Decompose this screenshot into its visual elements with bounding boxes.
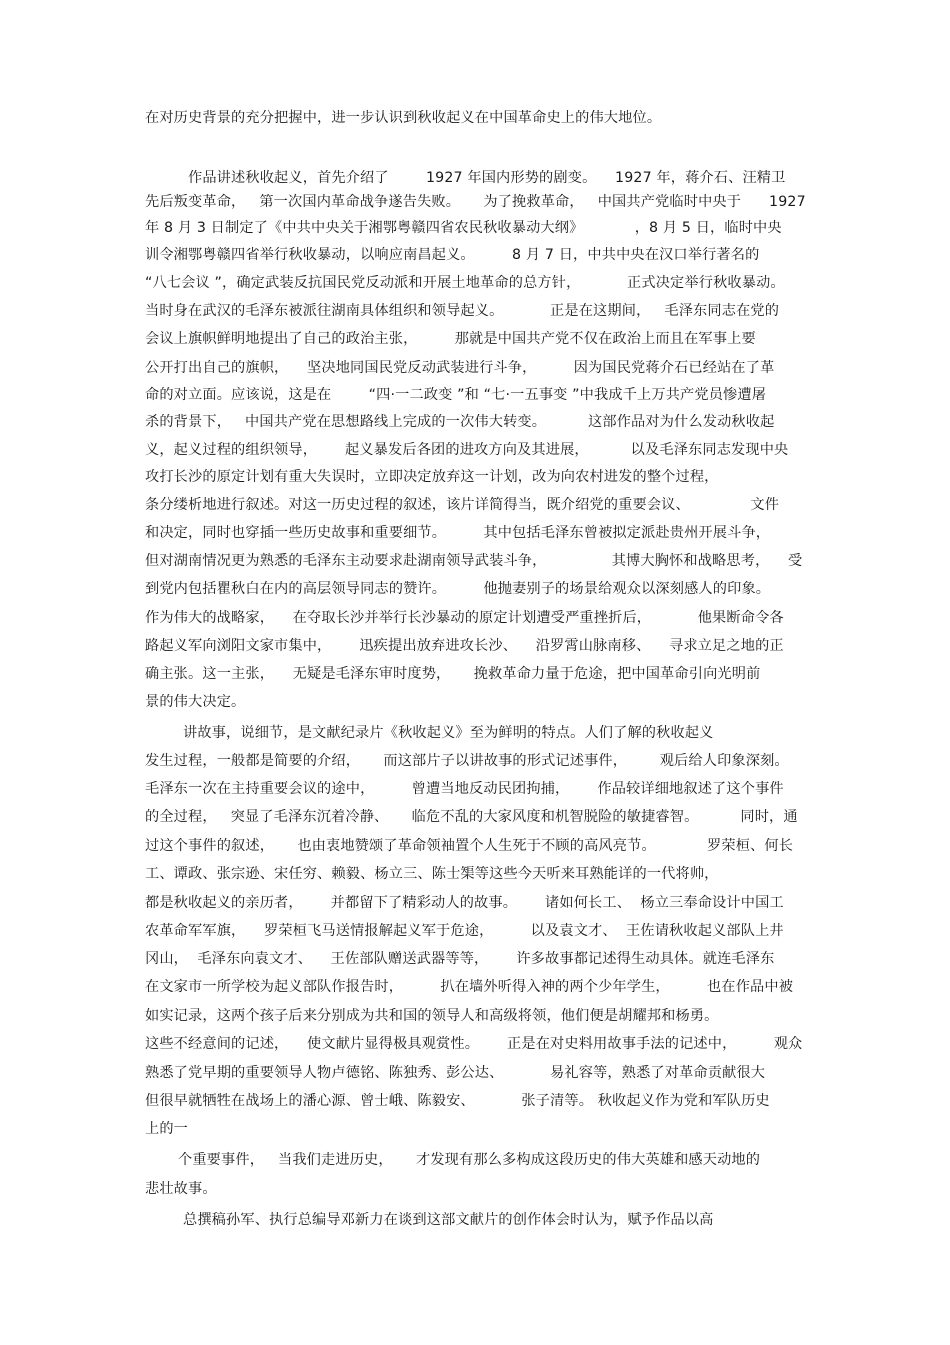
text-line: 攻打长沙的原定计划有重大失误时，立即决定放弃这一计划，改为向农村进发的整个过程， [145, 469, 719, 485]
text-line: 农革命军军旗， 罗荣桓飞马送情报解起义军于危途， 以及袁文才、 王佐请秋收起义部队上井 [145, 923, 784, 939]
text-line: 这些不经意间的记述， 使文献片显得极具观赏性。 正是在对史料用故事手法的记述中， 观众 [145, 1036, 803, 1052]
text-line: 路起义军向浏阳文家市集中， 迅疾提出放弃进攻长沙、 沿罗霄山脉南移、 寻求立足之地的正 [145, 638, 784, 654]
text-line: 命的对立面。应该说，这是在 “四·一二政变 ”和 “七·一五事变 ”中我成千上万共产党员惨遭屠 [145, 387, 767, 403]
text-line: 如实记录，这两个孩子后来分别成为共和国的领导人和高级将领，他们便是胡耀邦和杨勇。 [145, 1008, 719, 1024]
text-line: 到党内包括瞿秋白在内的高层领导同志的赞许。 他抛妻别子的场景给观众以深刻感人的印象。 [145, 581, 771, 597]
text-line: 在文家市一所学校为起义部队作报告时， 扒在墙外听得入神的两个少年学生， 也在作品中被 [145, 979, 794, 995]
text-line: 的全过程， 突显了毛泽东沉着冷静、 临危不乱的大家风度和机智脱险的敏捷睿智。 同时，通 [145, 809, 798, 825]
text-line: 都是秋收起义的亲历者， 并都留下了精彩动人的故事。 诸如何长工、 杨立三奉命设计中国工 [145, 895, 784, 911]
text-line: 训令湘鄂粤赣四省举行秋收暴动，以响应南昌起义。 8 月 7 日，中共中央在汉口举行著名的 [145, 247, 760, 263]
text-line: 作品讲述秋收起义，首先介绍了 1927 年国内形势的剧变。 1927 年，蒋介石、汪精卫 [188, 170, 786, 186]
text-line: 条分缕析地进行叙述。对这一历史过程的叙述，该片详简得当，既介绍党的重要会议、 文件 [145, 497, 780, 513]
text-line: 上的一 [145, 1121, 189, 1137]
text-line: 公开打出自己的旗帜， 坚决地同国民党反动武装进行斗争， 因为国民党蒋介石已经站在了革 [145, 360, 775, 376]
text-line: 毛泽东一次在主持重要会议的途中， 曾遭当地反动民团拘捕， 作品较详细地叙述了这个事件 [145, 781, 784, 797]
text-line: 景的伟大决定。 [145, 694, 246, 710]
text-line: 杀的背景下， 中国共产党在思想路线上完成的一次伟大转变。 这部作品对为什么发动秋收起 [145, 414, 775, 430]
text-line: 讲故事，说细节，是文献纪录片《秋收起义》至为鲜明的特点。人们了解的秋收起义 [183, 725, 714, 741]
text-line: 当时身在武汉的毛泽东被派往湖南具体组织和领导起义。 正是在这期间， 毛泽东同志在党的 [145, 303, 780, 319]
text-line: 但对湖南情况更为熟悉的毛泽东主动要求赴湖南领导武装斗争， 其博大胸怀和战略思考， 受 [145, 553, 803, 569]
text-line: 年 8 月 3 日制定了《中共中央关于湘鄂粤赣四省农民秋收暴动大纲》 ，8 月 5 日，临时中央 [145, 220, 782, 236]
text-line: 总撰稿孙军、执行总编导邓新力在谈到这部文献片的创作体会时认为，赋予作品以高 [183, 1212, 714, 1228]
text-line: 会议上旗帜鲜明地提出了自己的政治主张， 那就是中国共产党不仅在政治上而且在军事上要 [145, 331, 756, 347]
text-line: 冈山， 毛泽东向袁文才、 王佐部队赠送武器等等， 许多故事都记述得生动具体。就连毛泽东 [145, 951, 775, 967]
text-line: 和决定，同时也穿插一些历史故事和重要细节。 其中包括毛泽东曾被拟定派赴贵州开展斗争， [145, 525, 771, 541]
text-line: 熟悉了党早期的重要领导人物卢德铭、陈独秀、彭公达、 易礼容等，熟悉了对革命贡献很大 [145, 1065, 766, 1081]
text-line: 确主张。这一主张， 无疑是毛泽东审时度势， 挽救革命力量于危途，把中国革命引向光明前 [145, 666, 761, 682]
text-line: 发生过程，一般都是简要的介绍， 而这部片子以讲故事的形式记述事件， 观后给人印象深刻。 [145, 753, 789, 769]
text-line: 在对历史背景的充分把握中，进一步认识到秋收起义在中国革命史上的伟大地位。 [145, 110, 662, 126]
text-line: 悲壮故事。 [145, 1181, 217, 1197]
text-line: 先后叛变革命， 第一次国内革命战争遂告失败。 为了挽救革命， 中国共产党临时中央于 1927 [145, 194, 806, 210]
text-line: 工、谭政、张宗逊、宋任穷、赖毅、杨立三、陈士榘等这些今天听来耳熟能详的一代将帅， [145, 866, 719, 882]
text-line: 作为伟大的战略家， 在夺取长沙并举行长沙暴动的原定计划遭受严重挫折后， 他果断命令各 [145, 610, 784, 626]
text-line: 但很早就牺牲在战场上的潘心源、曾士峨、陈毅安、 张子清等。 秋收起义作为党和军队历史 [145, 1093, 770, 1109]
text-line: 个重要事件， 当我们走进历史， 才发现有那么多构成这段历史的伟大英雄和感天动地的 [178, 1152, 761, 1168]
text-line: “八七会议 ”，确定武装反抗国民党反动派和开展土地革命的总方针， 正式决定举行秋收暴动。 [145, 275, 785, 291]
text-line: 义，起义过程的组织领导， 起义暴发后各团的进攻方向及其进展， 以及毛泽东同志发现中央 [145, 442, 789, 458]
text-line: 过这个事件的叙述， 也由衷地赞颂了革命领袖置个人生死于不顾的高风亮节。 罗荣桓、何长 [145, 838, 794, 854]
